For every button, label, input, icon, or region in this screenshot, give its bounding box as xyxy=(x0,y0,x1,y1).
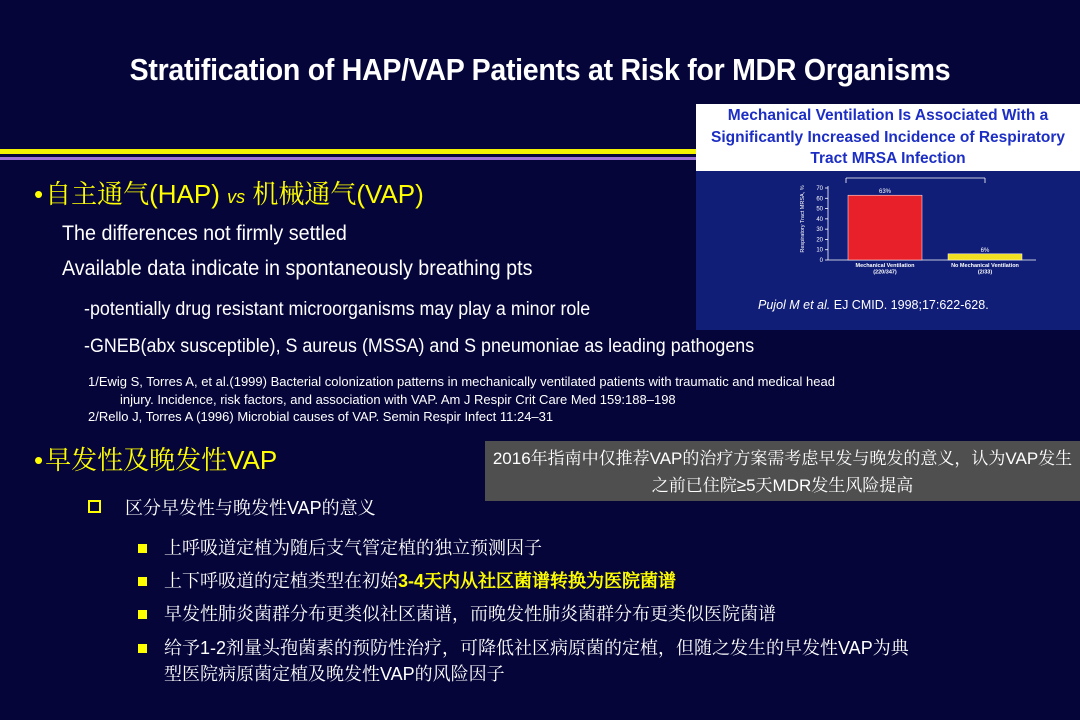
caption-citation: EJ CMID. 1998;17:622-628. xyxy=(830,298,989,312)
slide-title: Stratification of HAP/VAP Patients at Risk for MDR Organisms xyxy=(129,52,951,87)
bar-value-label: 6% xyxy=(980,247,990,254)
detail-highlight: 3-4天内从社区菌谱转换为医院菌谱 xyxy=(398,571,677,591)
bar xyxy=(848,195,922,260)
heading-vap: 机械通气(VAP) xyxy=(245,179,424,209)
square-bullet-icon xyxy=(138,577,147,586)
inset-figure xyxy=(696,104,1080,330)
section1-line: The differences not firmly settled xyxy=(62,222,347,245)
bar xyxy=(948,254,1022,260)
sub-item-text: 区分早发性与晚发性VAP的意义 xyxy=(125,498,376,518)
x-category-label: (2/33) xyxy=(977,269,993,276)
caption-author: Pujol M et al. xyxy=(758,298,831,312)
bullet: • xyxy=(34,445,44,475)
x-category-label: No Mechanical Ventilation xyxy=(951,263,1019,269)
y-tick-label: 40 xyxy=(816,216,823,223)
references xyxy=(88,373,835,426)
section1-subline: -potentially drug resistant microorganisms may play a minor role xyxy=(84,299,591,320)
reference-line: 1/Ewig S, Torres A, et al.(1999) Bacterial colonization patterns in mechanically ventilated patients with traumatic and medical head xyxy=(88,374,835,389)
y-tick-label: 0 xyxy=(819,258,823,264)
y-tick-label: 10 xyxy=(816,247,823,254)
square-bullet-icon xyxy=(138,544,147,553)
section1-heading xyxy=(34,174,424,211)
square-bullet-icon xyxy=(138,644,147,653)
inset-title: Mechanical Ventilation Is Associated With a Significantly Increased Incidence of Respiratory Tract MRSA Infection xyxy=(696,104,1080,171)
y-tick-label: 50 xyxy=(816,206,823,213)
section1-subline: -GNEB(abx susceptible), S aureus (MSSA) and S pneumoniae as leading pathogens xyxy=(84,336,755,357)
detail-text-line2: 型医院病原菌定植及晚发性VAP的风险因子 xyxy=(164,664,505,684)
y-tick-label: 60 xyxy=(816,196,823,203)
guideline-note-box: 2016年指南中仅推荐VAP的治疗方案需考虑早发与晚发的意义，认为VAP发生之前已住院≥5天MDR发生风险提高 xyxy=(485,441,1080,501)
heading-early-late-vap: 早发性及晚发性VAP xyxy=(45,445,278,475)
inset-caption xyxy=(758,298,989,312)
x-category-label: (220/347) xyxy=(873,269,897,276)
y-axis-label: Respiratory Tract MRSA, % xyxy=(800,185,806,253)
detail-text-line1: 给予1-2剂量头孢菌素的预防性治疗，可降低社区病原菌的定植，但随之发生的早发性VAP为典 xyxy=(164,638,909,658)
y-tick-label: 70 xyxy=(816,186,823,192)
bar-value-label: 63% xyxy=(878,189,892,196)
mrsa-bar-chart xyxy=(800,174,1044,314)
detail-text: 上呼吸道定植为随后支气管定植的独立预测因子 xyxy=(164,538,542,558)
section2-heading xyxy=(34,440,277,477)
reference-line: 2/Rello J, Torres A (1996) Microbial causes of VAP. Semin Respir Infect 11:24–31 xyxy=(88,409,554,424)
x-category-label: Mechanical Ventilation xyxy=(855,263,915,269)
bullet: • xyxy=(34,179,44,209)
sub-item xyxy=(88,494,376,520)
square-bullet-icon xyxy=(138,610,147,619)
yellow-rule xyxy=(0,149,700,154)
y-tick-label: 20 xyxy=(816,237,823,244)
y-tick-label: 30 xyxy=(816,227,823,234)
heading-vs: vs xyxy=(227,187,246,207)
purple-rule xyxy=(0,157,700,160)
heading-hap: 自主通气(HAP) xyxy=(45,179,228,209)
section1-line: Available data indicate in spontaneously breathing pts xyxy=(62,257,533,280)
reference-line: injury. Incidence, risk factors, and association with VAP. Am J Respir Crit Care Med 159:188–198 xyxy=(120,391,676,407)
detail-text: 早发性肺炎菌群分布更类似社区菌谱，而晚发性肺炎菌群分布更类似医院菌谱 xyxy=(164,604,776,624)
hollow-square-bullet-icon xyxy=(88,500,101,513)
detail-text: 上下呼吸道的定植类型在初始 xyxy=(164,571,398,591)
